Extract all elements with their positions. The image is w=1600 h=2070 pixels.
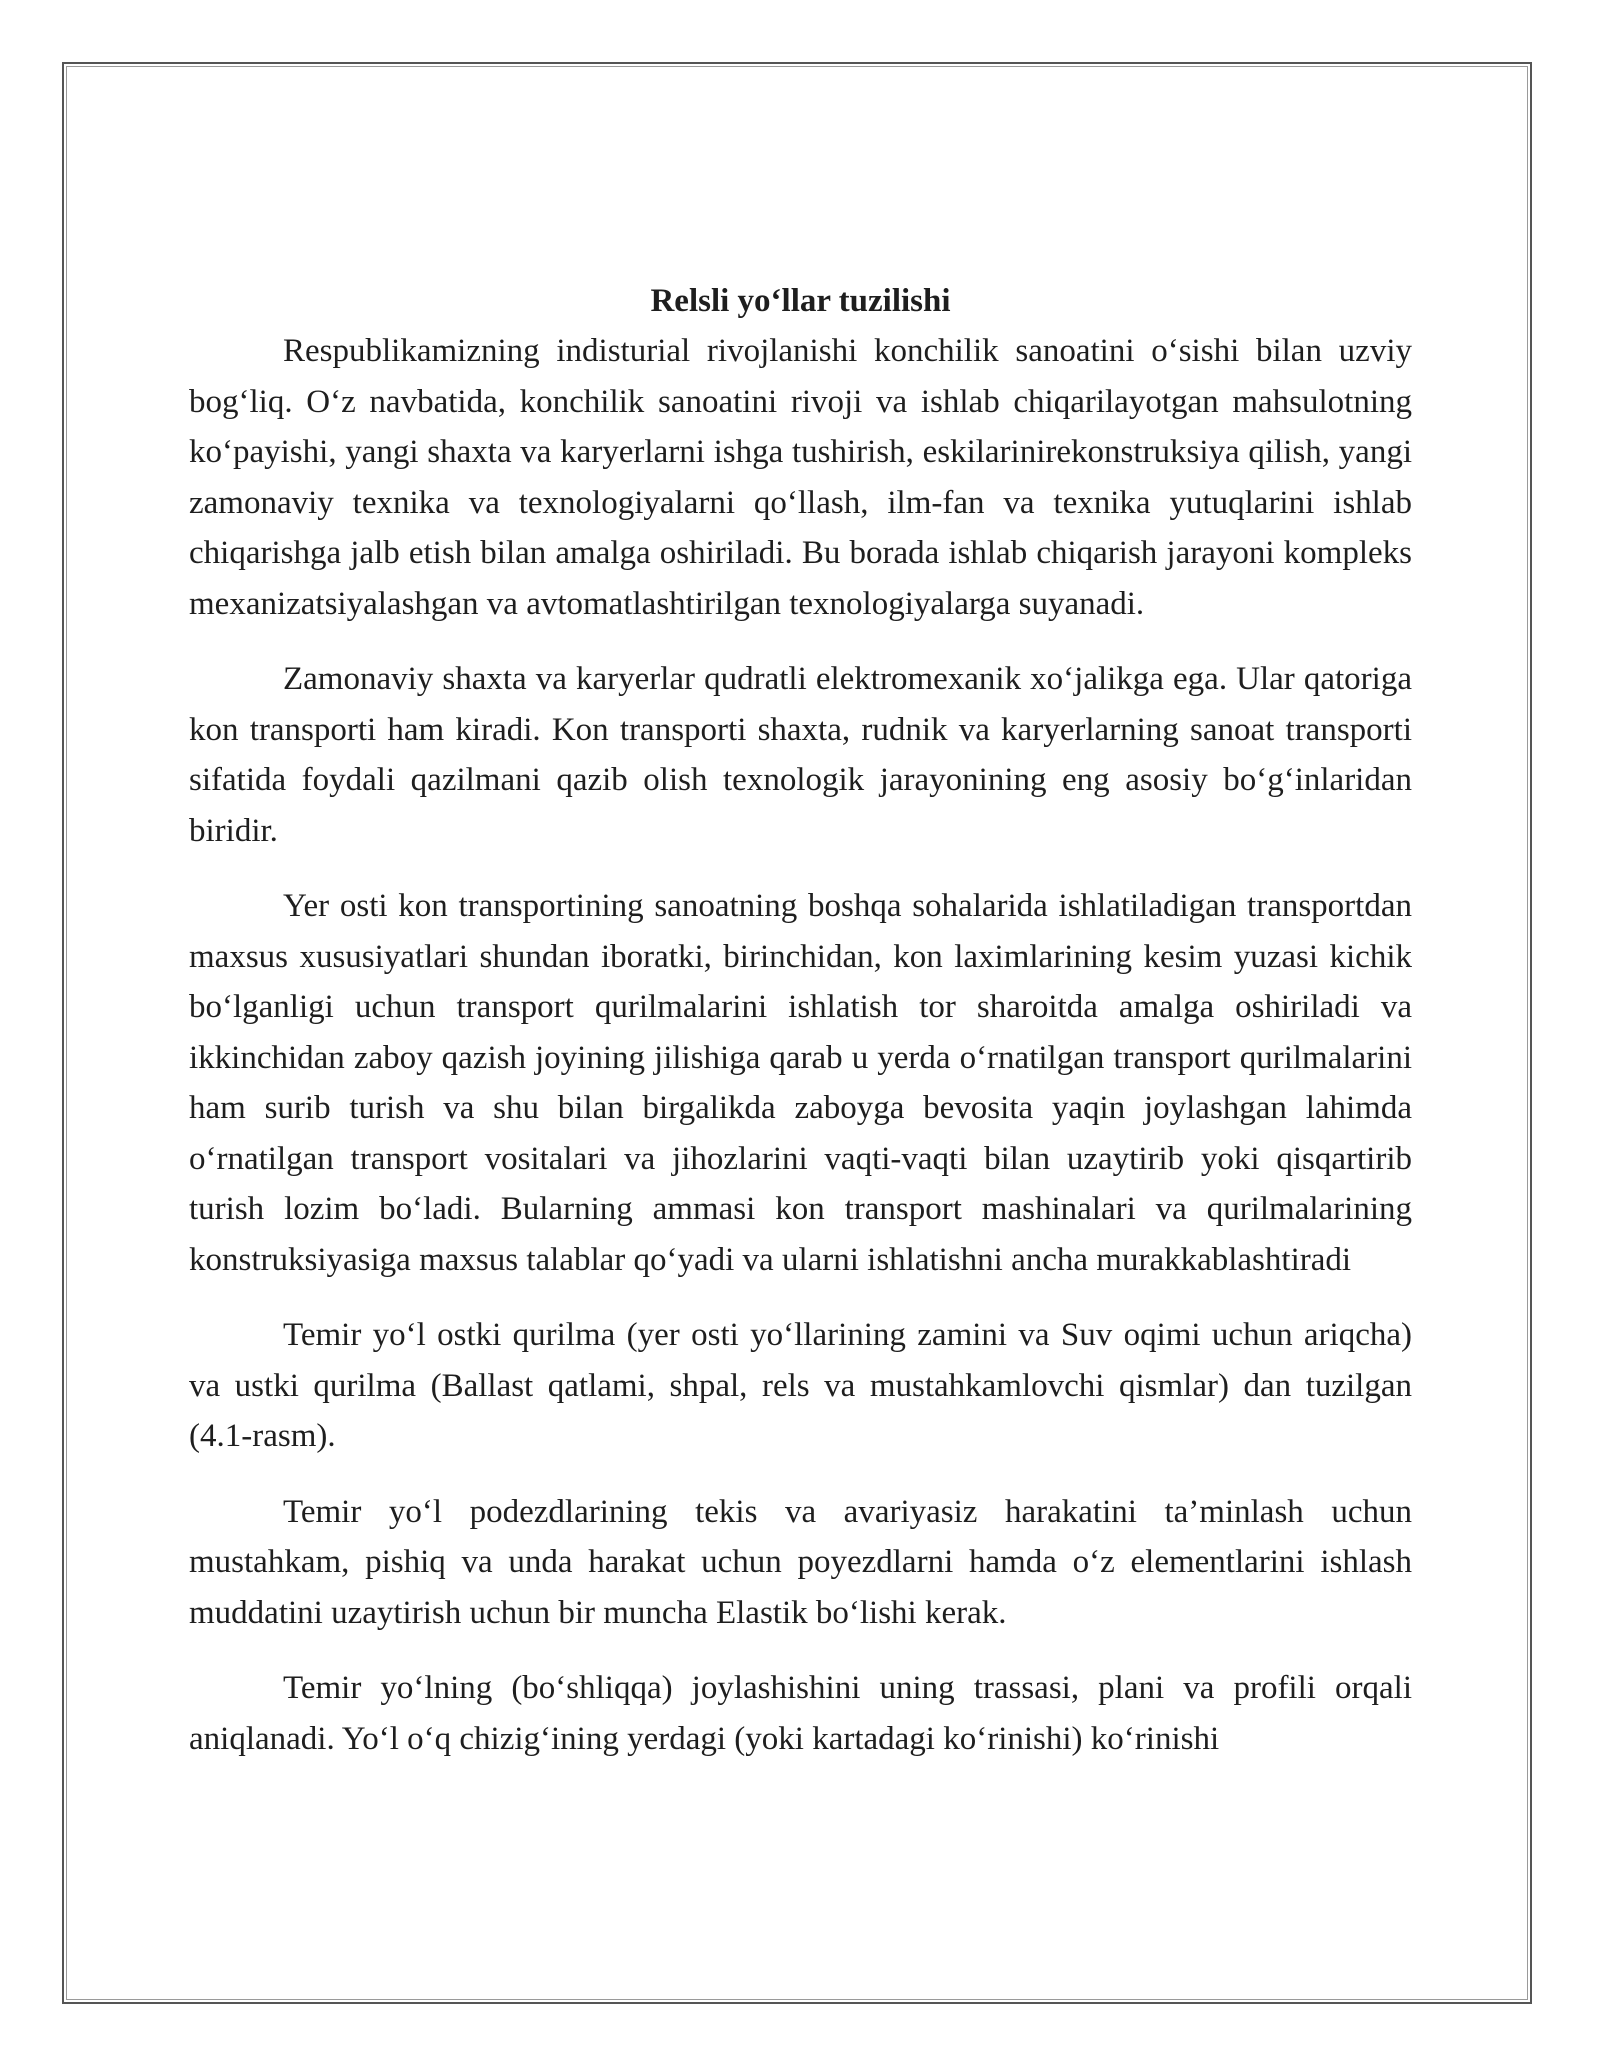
- paragraph-5: Temir yo‘l podezdlarining tekis va avariyasiz harakatini ta’minlash uchun mustahkam, pishiq va unda harakat uchun poyezdlarni hamda o‘z elementlarini ishlash muddatini uzaytirish uchun bir muncha Elastik bo‘lishi kerak.: [189, 1493, 1412, 1631]
- paragraph-3: Yer osti kon transportining sanoatning boshqa sohalarida ishlatiladigan transportdan maxsus xususiyatlari shundan iboratki, birinchidan, kon laximlarining kesim yuzasi kichik bo‘lganligi uchun transport qurilmalarini ishlatish tor sharoitda amalga oshiriladi va ikkinchidan zaboy qazish joyining jilishiga qarab u yerda o‘rnatilgan transport qurilmalarini ham surib turish va shu bilan birgalikda zaboyga bevosita yaqin joylashgan lahimda o‘rnatilgan transport vositalari va jihozlarini vaqti-vaqti bilan uzaytirib yoki qisqartirib turish lozim bo‘ladi. Bularning ammasi kon transport mashinalari va qurilmalarining konstruksiyasiga maxsus talablar qo‘yadi va ularni ishlatishni ancha murakkablashtiradi: [189, 888, 1412, 1278]
- paragraph-1: Respublikamizning indisturial rivojlanishi konchilik sanoatini o‘sishi bilan uzviy bog‘liq. O‘z navbatida, konchilik sanoatini rivoji va ishlab chiqarilayotgan mahsulotning ko‘payishi, yangi shaxta va karyerlarni ishga tushirish, eskilarinirekonstruksiya qilish, yangi zamonaviy texnika va texnologiyalarni qo‘llash, ilm-fan va texnika yutuqlarini ishlab chiqarishga jalb etish bilan amalga oshiriladi. Bu borada ishlab chiqarish jarayoni kompleks mexanizatsiyalashgan va avtomatlashtirilgan texnologiyalarga suyanadi.: [189, 333, 1412, 622]
- paragraph-2: Zamonaviy shaxta va karyerlar qudratli elektromexanik xo‘jalikga ega. Ular qatoriga kon transporti ham kiradi. Kon transporti shaxta, rudnik va karyerlarning sanoat transporti sifatida foydali qazilmani qazib olish texnologik jarayonining eng asosiy bo‘g‘inlaridan biridir.: [189, 661, 1412, 849]
- paragraph-6: Temir yo‘lning (bo‘shliqqa) joylashishini uning trassasi, plani va profili orqali aniqlanadi. Yo‘l o‘q chizig‘ining yerdagi (yoki kartadagi ko‘rinishi) ko‘rinishi: [189, 1670, 1412, 1757]
- document-body: [189, 275, 1412, 1764]
- paragraph-4: Temir yo‘l ostki qurilma (yer osti yo‘llarining zamini va Suv oqimi uchun ariqcha) va ustki qurilma (Ballast qatlami, shpal, rels va mustahkamlovchi qismlar) dan tuzilgan (4.1-rasm).: [189, 1317, 1412, 1454]
- document-title: Relsli yo‘llar tuzilishi: [650, 283, 951, 319]
